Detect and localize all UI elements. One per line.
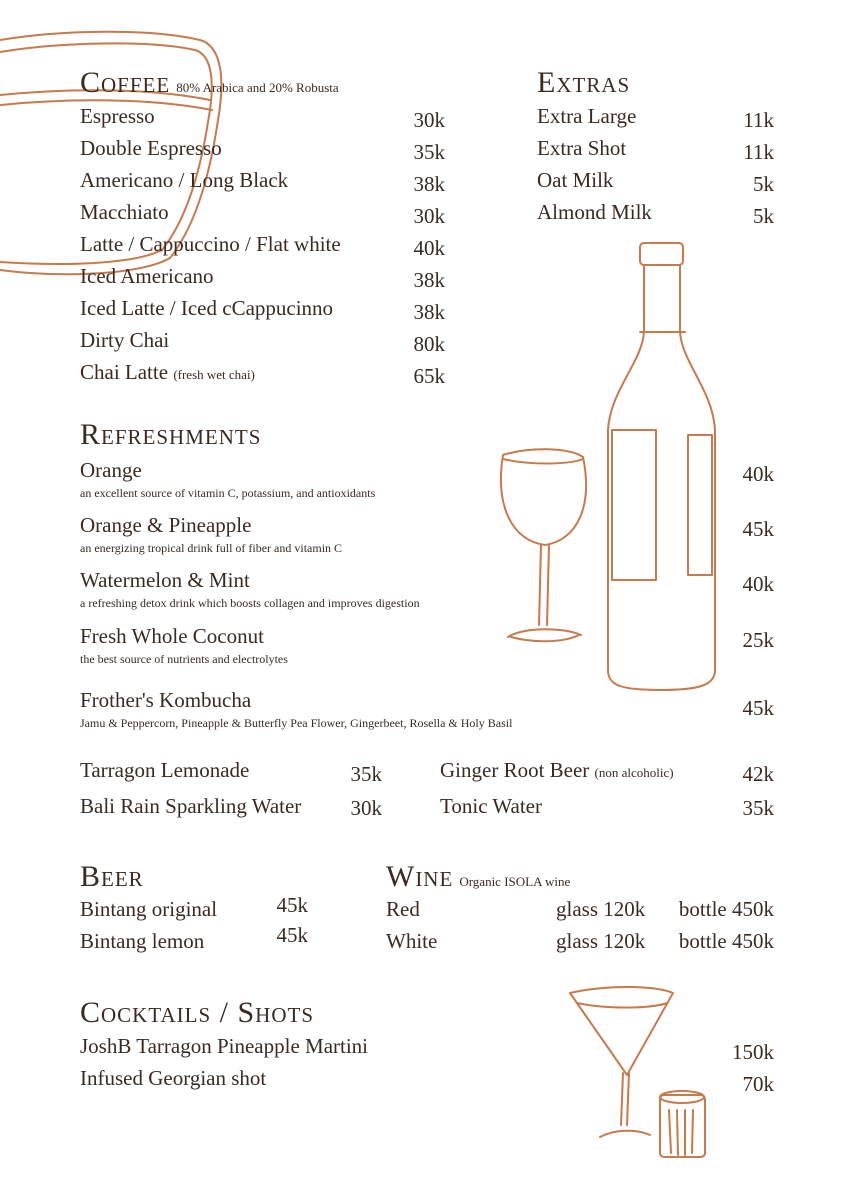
menu-item: Iced Americano xyxy=(80,264,214,288)
menu-item: Extra Large xyxy=(537,104,637,128)
menu-item: Americano / Long Black xyxy=(80,168,289,192)
refreshments-right-list xyxy=(440,758,774,818)
menu-item-bottle-price: bottle 450k xyxy=(678,897,774,921)
refreshments-left-list xyxy=(80,758,382,818)
menu-item-name: Chai Latte xyxy=(80,360,169,384)
menu-item-price: 45k xyxy=(276,923,308,947)
menu-item-price: 35k xyxy=(350,762,382,786)
menu-item-price: 38k xyxy=(413,300,445,324)
menu-item-price: 5k xyxy=(753,172,774,196)
menu-item: Bali Rain Sparkling Water xyxy=(80,794,302,818)
menu-item-bottle-price: bottle 450k xyxy=(678,929,774,953)
menu-item-price: 38k xyxy=(413,268,445,292)
menu-item: Iced Latte / Iced cCappucinno xyxy=(80,296,334,320)
beer-title: Beer xyxy=(80,860,144,893)
menu-item: White xyxy=(386,929,438,953)
menu-item-price: 45k xyxy=(742,696,774,720)
menu-item-desc: an excellent source of vitamin C, potassium, and antioxidants xyxy=(80,486,376,500)
menu-item-glass-price: glass 120k xyxy=(556,897,646,921)
menu-item-price: 38k xyxy=(413,172,445,196)
menu-item-price: 45k xyxy=(742,517,774,541)
menu-item-desc: a refreshing detox drink which boosts collagen and improves digestion xyxy=(80,596,420,610)
cocktails-list xyxy=(80,1034,774,1098)
coffee-heading xyxy=(80,68,339,103)
menu-item-price: 30k xyxy=(413,204,445,228)
menu-item: Bintang lemon xyxy=(80,929,205,953)
beer-list xyxy=(80,893,308,957)
menu-item-price: 35k xyxy=(742,796,774,820)
menu-item-desc: Jamu & Peppercorn, Pineapple & Butterfly Pea Flower, Gingerbeet, Rosella & Holy Basil xyxy=(80,716,513,730)
menu-item: Infused Georgian shot xyxy=(80,1066,267,1090)
menu-item: Frother's Kombucha xyxy=(80,688,252,712)
menu-item-price: 150k xyxy=(732,1040,774,1064)
wine-title: Wine xyxy=(386,860,454,893)
menu-item-note: (fresh wet chai) xyxy=(173,367,255,382)
menu-item: Fresh Whole Coconut xyxy=(80,624,264,648)
menu-item-price: 35k xyxy=(413,140,445,164)
menu-item: Red xyxy=(386,897,420,921)
menu-item: Bintang original xyxy=(80,897,218,921)
menu-item-price: 30k xyxy=(350,796,382,820)
menu-item: Orange xyxy=(80,458,142,482)
menu-item-price: 40k xyxy=(742,572,774,596)
refreshments-list xyxy=(80,458,774,758)
menu-item: Watermelon & Mint xyxy=(80,568,250,592)
menu-item xyxy=(80,360,255,387)
menu-item-price: 40k xyxy=(742,462,774,486)
menu-item: Oat Milk xyxy=(537,168,614,192)
menu-item: Extra Shot xyxy=(537,136,627,160)
menu-item: Tonic Water xyxy=(440,794,542,818)
wine-heading xyxy=(386,862,570,897)
menu-item: Tarragon Lemonade xyxy=(80,758,250,782)
menu-item-price: 45k xyxy=(276,893,308,917)
menu-item-price: 5k xyxy=(753,204,774,228)
coffee-note: 80% Arabica and 20% Robusta xyxy=(176,80,339,95)
coffee-title: Coffee xyxy=(80,66,171,99)
menu-item-name: Ginger Root Beer xyxy=(440,758,590,782)
menu-item-price: 40k xyxy=(413,236,445,260)
menu-item: JoshB Tarragon Pineapple Martini xyxy=(80,1034,369,1058)
menu-item-note: (non alcoholic) xyxy=(594,765,674,780)
refreshments-title: Refreshments xyxy=(80,418,262,451)
menu-item xyxy=(440,758,674,785)
menu-item-glass-price: glass 120k xyxy=(556,929,646,953)
menu-item: Latte / Cappuccino / Flat white xyxy=(80,232,341,256)
menu-item-price: 11k xyxy=(743,140,774,164)
wine-list xyxy=(386,897,774,957)
menu-item-price: 11k xyxy=(743,108,774,132)
menu-item-desc: an energizing tropical drink full of fiber and vitamin C xyxy=(80,541,343,555)
menu-item: Dirty Chai xyxy=(80,328,170,352)
menu-item-price: 65k xyxy=(413,364,445,388)
menu-item: Almond Milk xyxy=(537,200,652,224)
menu-item-price: 70k xyxy=(742,1072,774,1096)
menu-item-price: 42k xyxy=(742,762,774,786)
extras-title: Extras xyxy=(537,66,631,99)
menu-item: Macchiato xyxy=(80,200,169,224)
menu-item-desc: the best source of nutrients and electrolytes xyxy=(80,652,288,666)
menu-item: Double Espresso xyxy=(80,136,222,160)
wine-note: Organic ISOLA wine xyxy=(459,874,571,889)
cocktails-title: Cocktails / Shots xyxy=(80,996,315,1029)
menu-item-price: 25k xyxy=(742,628,774,652)
menu-item-price: 30k xyxy=(413,108,445,132)
menu-item-price: 80k xyxy=(413,332,445,356)
menu-item: Espresso xyxy=(80,104,155,128)
menu-item: Orange & Pineapple xyxy=(80,513,252,537)
